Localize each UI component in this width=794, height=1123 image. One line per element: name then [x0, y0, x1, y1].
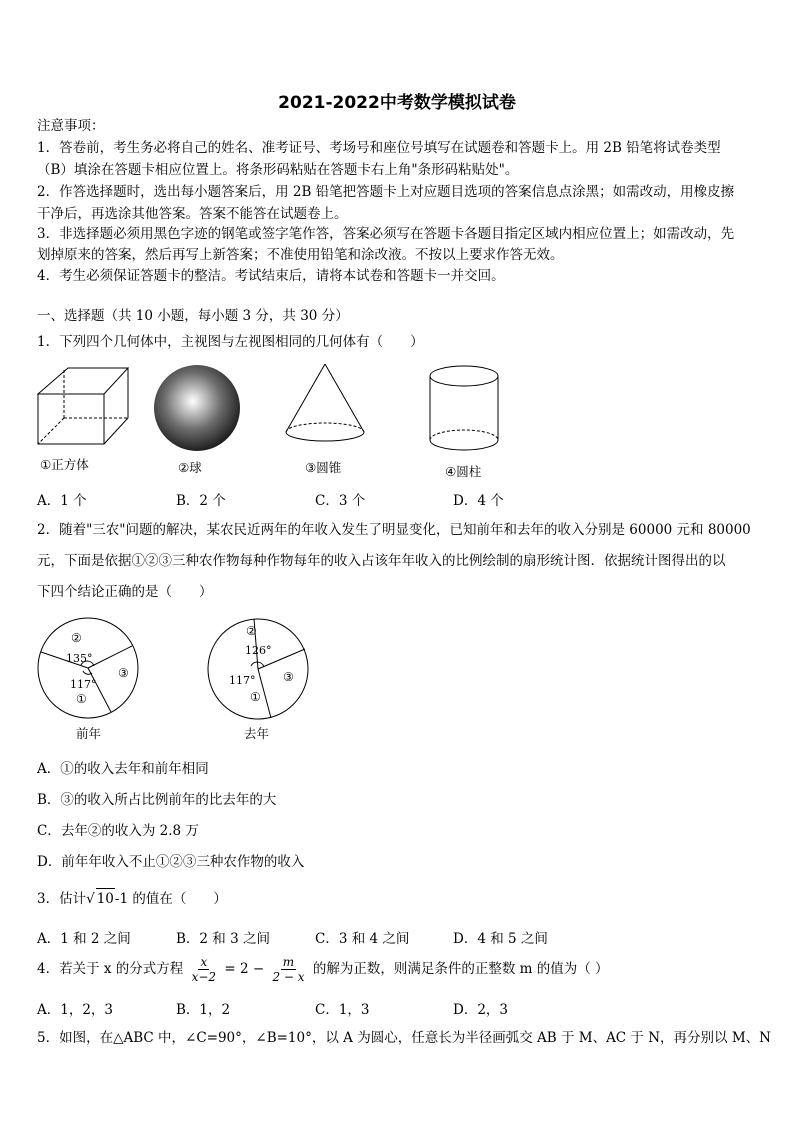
- q1-solids-figure: [34, 362, 504, 482]
- notice-line: 3．非选择题必须用黑色字迹的钢笔或签字笔作答，答案必须写在答题卡各题目指定区域内相应位置上；如需改动，先: [37, 226, 735, 242]
- q3-stem-pre: 3．估计: [37, 891, 87, 907]
- question-2-stem: 下四个结论正确的是（ ）: [37, 584, 213, 600]
- q1-option-a: A．1 个: [37, 493, 87, 509]
- q3-option-a: A．1 和 2 之间: [37, 931, 131, 947]
- q4-frac2-denominator: 2 − x: [272, 970, 305, 984]
- q4-stem-pre: 4．若关于 x 的分式方程: [37, 961, 184, 977]
- cylinder-figure: [430, 366, 498, 450]
- q4-frac2-numerator: m: [282, 955, 295, 969]
- q1-caption-sphere: ②球: [178, 460, 202, 475]
- cube-figure: [38, 368, 128, 444]
- q1-option-c: C．3 个: [315, 493, 366, 509]
- q2-option-c: C．去年②的收入为 2.8 万: [37, 823, 199, 839]
- q4-mid: = 2 −: [224, 961, 265, 977]
- q3-radicand: 10: [96, 888, 115, 909]
- pie-last-mark-1: ①: [250, 690, 261, 704]
- q4-option-c: C．1，3: [315, 1002, 370, 1018]
- q4-option-b: B．1，2: [176, 1002, 231, 1018]
- sqrt-sign: √: [86, 891, 95, 907]
- q4-option-d: D．2，3: [453, 1002, 509, 1018]
- q3-stem-post: -1 的值在（ ）: [114, 891, 227, 907]
- pie-before-mark-2: ②: [71, 631, 82, 645]
- pie-chart-last: [208, 619, 308, 719]
- q2-option-b: B．③的收入所占比例前年的比去年的大: [37, 792, 277, 808]
- pie-before-mark-3: ③: [118, 666, 129, 680]
- pie-last-angle-bottom: 117°: [229, 674, 256, 687]
- q3-option-c: C．3 和 4 之间: [315, 931, 410, 947]
- q2-option-d: D．前年年收入不止①②③三种农作物的收入: [37, 854, 305, 870]
- sphere-figure: [154, 365, 240, 451]
- notice-line: 4．考生必须保证答题卡的整洁。考试结束后，请将本试卷和答题卡一并交回。: [37, 268, 505, 284]
- q3-option-d: D．4 和 5 之间: [453, 931, 548, 947]
- q4-fraction-2: [270, 955, 306, 984]
- q1-caption-cone: ③圆锥: [305, 460, 342, 475]
- notice-line: 2．作答选择题时，选出每小题答案后，用 2B 铅笔把答题卡上对应题目选项的答案信息点涂黑；如需改动，用橡皮擦: [37, 184, 735, 200]
- notice-heading: 注意事项：: [37, 118, 105, 134]
- q2-option-a: A．①的收入去年和前年相同: [37, 761, 209, 777]
- pie-before-angle-top: 135°: [66, 652, 93, 665]
- question-5-stem: 5．如图，在△ABC 中，∠C=90°，∠B=10°，以 A 为圆心，任意长为半径画弧交 AB 于 M、AC 于 N，再分别以 M、N: [37, 1030, 771, 1046]
- pie-last-label: 去年: [244, 726, 270, 741]
- notice-line: 1．答卷前，考生务必将自己的姓名、准考证号、考场号和座位号填写在试题卷和答题卡上。用 2B 铅笔将试卷类型: [37, 140, 721, 156]
- pie-last-mark-2: ②: [246, 624, 257, 638]
- question-2-stem: 2．随着"三农"问题的解决，某农民近两年的年收入发生了明显变化，已知前年和去年的收入分别是 60000 元和 80000: [37, 522, 751, 538]
- q3-option-b: B．2 和 3 之间: [176, 931, 270, 947]
- q4-frac1-denominator: x−2: [191, 970, 217, 984]
- notice-line: （B）填涂在答题卡相应位置上。将条形码粘贴在答题卡右上角"条形码粘贴处"。: [37, 162, 519, 178]
- question-2-stem: 元，下面是依据①②③三种农作物每种作物每年的收入占该年年收入的比例绘制的扇形统计图．依据统计图得出的以: [37, 553, 726, 569]
- q4-stem-post: 的解为正数，则满足条件的正整数 m 的值为（ ）: [312, 961, 609, 977]
- pie-last-mark-3: ③: [283, 670, 294, 684]
- question-3-stem: [37, 888, 227, 909]
- q4-frac1-numerator: x: [200, 955, 208, 969]
- q2-pie-charts: [34, 614, 314, 742]
- notice-line: 干净后，再选涂其他答案。答案不能答在试题卷上。: [37, 206, 348, 222]
- pie-before-mark-1: ①: [76, 692, 87, 706]
- q1-option-b: B．2 个: [176, 493, 226, 509]
- q4-fraction-1: [190, 955, 218, 984]
- pie-before-label: 前年: [76, 726, 102, 741]
- cone-figure: [286, 364, 364, 441]
- question-4-stem: [37, 954, 609, 984]
- page-title: 2021-2022中考数学模拟试卷: [278, 93, 516, 113]
- section-heading: 一、选择题（共 10 小题，每小题 3 分，共 30 分）: [37, 308, 349, 324]
- q1-caption-cube: ①正方体: [40, 457, 89, 472]
- question-1-stem: 1．下列四个几何体中，主视图与左视图相同的几何体有（ ）: [37, 334, 424, 350]
- pie-last-angle-top: 126°: [245, 644, 272, 657]
- q4-option-a: A．1，2，3: [37, 1002, 114, 1018]
- notice-line: 划掉原来的答案，然后再写上新答案；不准使用铅笔和涂改液。不按以上要求作答无效。: [37, 247, 564, 263]
- pie-before-angle-bottom: 117°: [70, 678, 97, 691]
- q1-option-d: D．4 个: [453, 493, 504, 509]
- q1-caption-cylinder: ④圆柱: [445, 464, 482, 479]
